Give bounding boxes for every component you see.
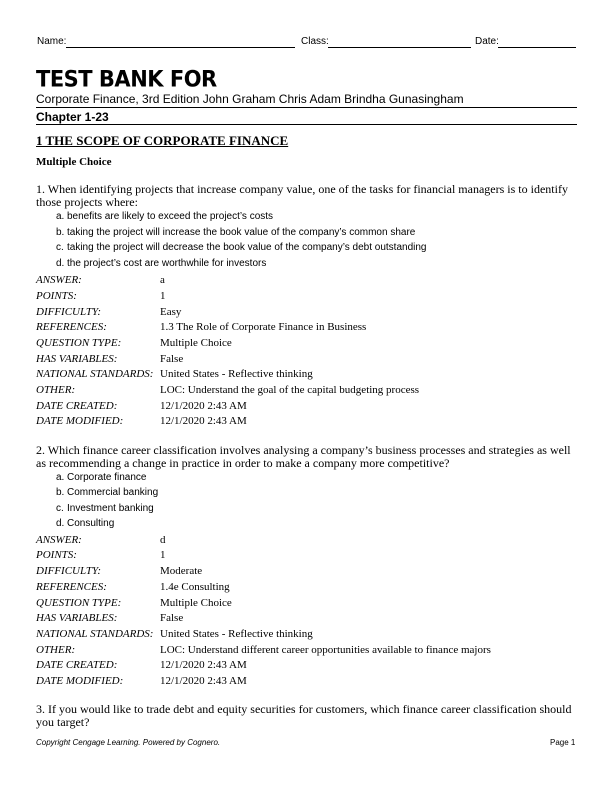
has-variables-label: HAS VARIABLES: [36,353,118,365]
option-letter: b. [56,227,65,238]
question-2-option-c[interactable] [56,503,154,514]
section-type: Multiple Choice [36,156,112,168]
other-value: LOC: Understand the goal of the capital budgeting process [160,384,420,396]
chapter-divider [36,124,577,125]
page-number: Page 1 [550,738,576,747]
national-standards-value: United States - Reflective thinking [160,628,313,640]
has-variables-value: False [160,612,184,624]
question-1-text: 1. When identifying projects that increase company value, one of the tasks for financial managers is to identify those projects where: [36,182,568,209]
national-standards-label: NATIONAL STANDARDS: [36,628,154,640]
option-text: taking the project will increase the book value of the company’s common share [67,227,416,238]
option-letter: a. [56,472,65,483]
references-value: 1.3 The Role of Corporate Finance in Business [160,321,367,333]
question-1-option-c[interactable] [56,242,427,253]
option-letter: a. [56,211,65,222]
section-heading: 1 THE SCOPE OF CORPORATE FINANCE [36,133,289,148]
option-text: Corporate finance [67,472,147,483]
date-modified-value: 12/1/2020 2:43 AM [160,415,247,427]
other-value: LOC: Understand different career opportunities available to finance majors [160,644,491,656]
question-type-label: QUESTION TYPE: [36,337,122,349]
option-text: the project’s cost are worthwhile for investors [67,258,267,269]
question-type-value: Multiple Choice [160,337,232,349]
name-label: Name: [37,36,67,47]
points-label: POINTS: [36,290,77,302]
references-value: 1.4e Consulting [160,581,230,593]
footer-copyright: Copyright Cengage Learning. Powered by Cognero. [36,738,221,747]
difficulty-label: DIFFICULTY: [36,565,102,577]
class-label: Class: [301,36,329,47]
difficulty-value: Moderate [160,565,203,577]
question-1-option-b[interactable] [56,227,415,238]
answer-label: ANSWER: [36,534,82,546]
date-label: Date: [475,36,499,47]
question-2-option-a[interactable] [56,472,147,483]
option-letter: d. [56,258,65,269]
has-variables-value: False [160,353,184,365]
question-2-option-b[interactable] [56,487,158,498]
references-label: REFERENCES: [36,581,107,593]
date-created-label: DATE CREATED: [36,400,118,412]
question-type-value: Multiple Choice [160,597,232,609]
date-field[interactable] [498,47,576,48]
date-created-value: 12/1/2020 2:43 AM [160,400,247,412]
date-modified-label: DATE MODIFIED: [36,415,124,427]
other-label: OTHER: [36,384,76,396]
option-letter: c. [56,503,64,514]
chapter-heading: Chapter 1-23 [36,110,109,124]
answer-value: d [160,534,166,546]
option-text: Commercial banking [67,487,159,498]
date-modified-value: 12/1/2020 2:43 AM [160,675,247,687]
other-label: OTHER: [36,644,76,656]
points-value: 1 [160,290,166,302]
references-label: REFERENCES: [36,321,107,333]
option-text: Consulting [67,518,115,529]
title-divider [36,107,577,108]
book-subtitle: Corporate Finance, 3rd Edition John Graham Chris Adam Brindha Gunasingham [36,92,464,106]
question-2-text: 2. Which finance career classification involves analysing a company’s business processes and strategies as well as recommending a change in practice in order to make a company more competitive? [36,443,571,470]
points-label: POINTS: [36,549,77,561]
option-text: benefits are likely to exceed the project’s costs [67,211,274,222]
answer-value: a [160,274,165,286]
answer-label: ANSWER: [36,274,82,286]
option-letter: d. [56,518,65,529]
question-type-label: QUESTION TYPE: [36,597,122,609]
option-letter: b. [56,487,65,498]
page-title: TEST BANK FOR [36,66,217,92]
name-field[interactable] [66,47,295,48]
question-1-option-d[interactable] [56,258,266,269]
option-text: taking the project will decrease the book value of the company’s debt outstanding [67,242,427,253]
difficulty-label: DIFFICULTY: [36,306,102,318]
points-value: 1 [160,549,166,561]
difficulty-value: Easy [160,306,182,318]
option-text: Investment banking [67,503,154,514]
date-created-label: DATE CREATED: [36,659,118,671]
national-standards-value: United States - Reflective thinking [160,368,313,380]
class-field[interactable] [328,47,471,48]
national-standards-label: NATIONAL STANDARDS: [36,368,154,380]
date-created-value: 12/1/2020 2:43 AM [160,659,247,671]
option-letter: c. [56,242,64,253]
date-modified-label: DATE MODIFIED: [36,675,124,687]
has-variables-label: HAS VARIABLES: [36,612,118,624]
question-1-option-a[interactable] [56,211,273,222]
question-2-option-d[interactable] [56,518,114,529]
question-3-text: 3. If you would like to trade debt and equity securities for customers, which finance career classification should you target? [36,702,572,729]
